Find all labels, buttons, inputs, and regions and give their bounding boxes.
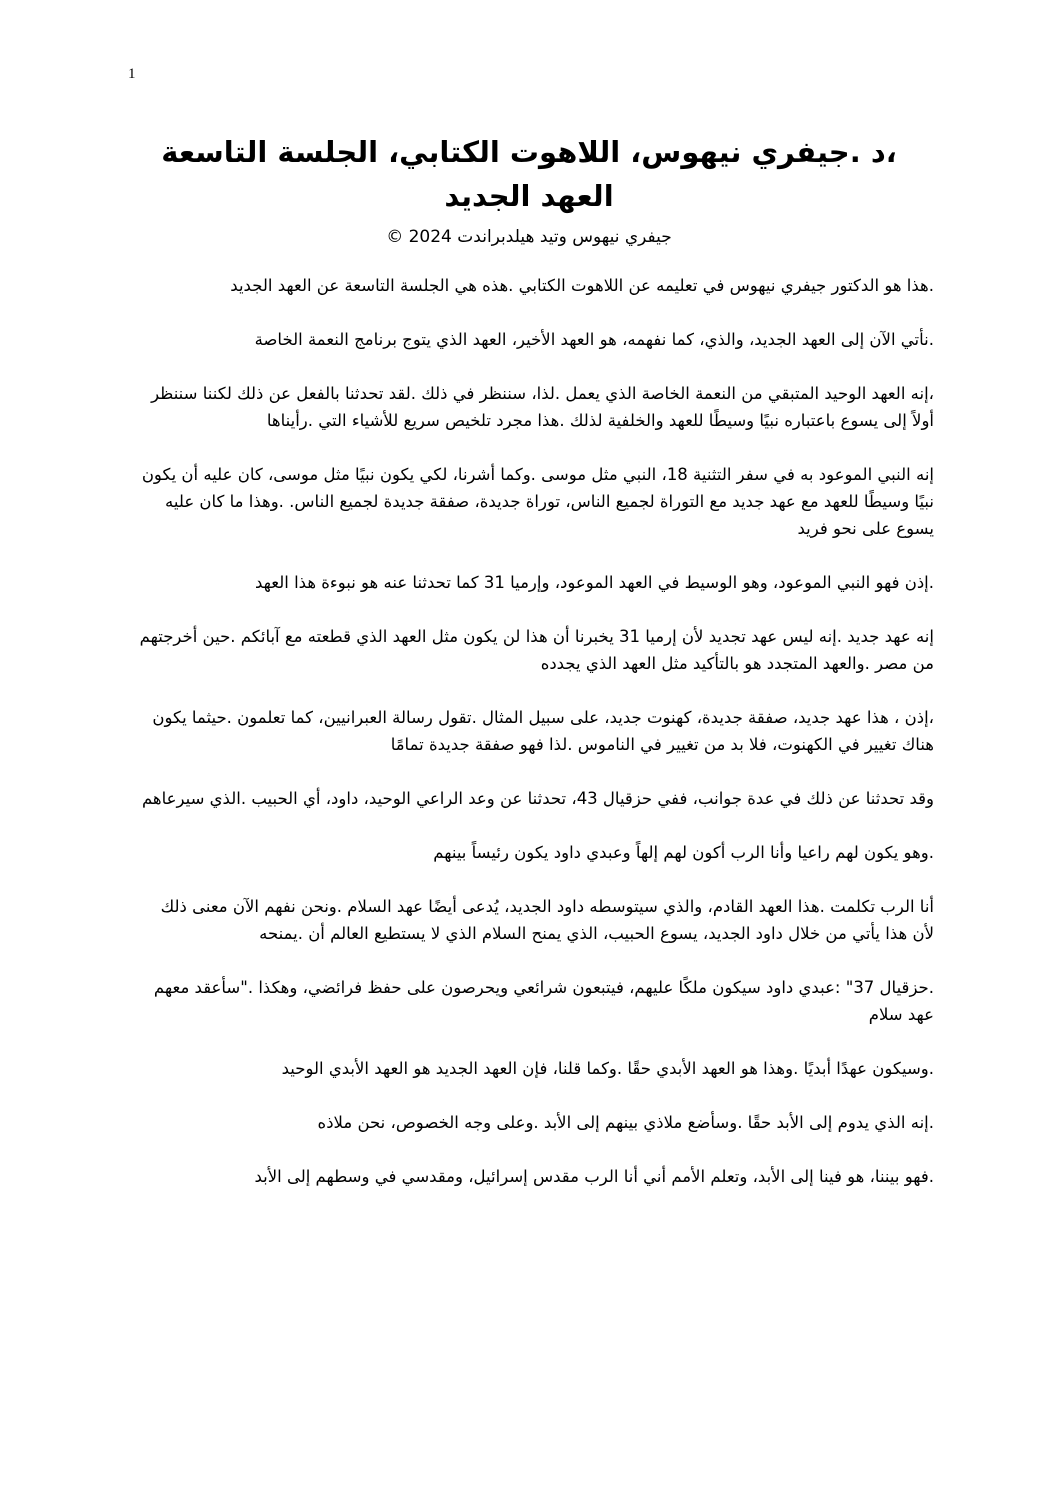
paragraph-8: وقد تحدثنا عن ذلك في عدة جوانب، ففي حزقيال 43، تحدثنا عن وعد الراعي الوحيد، داود، أي الحبيب .الذي سيرعاهم bbox=[141, 789, 934, 808]
copyright-line: جيفري نيهوس وتيد هيلدبراندت 2024 © bbox=[386, 227, 672, 247]
paragraph-14: .فهو بيننا، هو فينا إلى الأبد، وتعلم الأمم أني أنا الرب مقدس إسرائيل، ومقدسي في وسطهم إلى الأبد bbox=[254, 1167, 934, 1186]
document-header bbox=[120, 130, 938, 250]
paragraph-12: .وسيكون عهدًا أبديًا .وهذا هو العهد الأبدي حقًا .وكما قلنا، فإن العهد الجديد هو العهد الأبدي الوحيد bbox=[281, 1059, 934, 1078]
page-number: 1 bbox=[128, 66, 136, 82]
document-title-line-1: ،د .جيفري نيهوس، اللاهوت الكتابي، الجلسة التاسعة bbox=[161, 135, 897, 169]
paragraph-1: .هذا هو الدكتور جيفري نيهوس في تعليمه عن اللاهوت الكتابي .هذه هي الجلسة التاسعة عن العهد الجديد bbox=[230, 276, 934, 295]
paragraph-9: .وهو يكون لهم راعيا وأنا الرب أكون لهم إلهاً وعبدي داود يكون رئيساً بينهم bbox=[433, 843, 934, 862]
document-title-line-2: العهد الجديد bbox=[444, 179, 614, 213]
paragraph-2: .نأتي الآن إلى العهد الجديد، والذي، كما نفهمه، هو العهد الأخير، العهد الذي يتوج برنامج النعمة الخاصة bbox=[254, 330, 934, 349]
paragraph-4: إنه النبي الموعود به في سفر التثنية 18، النبي مثل موسى .وكما أشرنا، لكي يكون نبيًا مثل موسى، كان عليه أن يكون نبيًا وسيطًا للعهد مع عهد جديد مع التوراة لجميع الناس، توراة جديدة، صفقة جديدة لجميع الناس. .وهذا ما كان عليه يسوع على نحو فريد bbox=[141, 465, 934, 538]
paragraph-7: ،إذن ، هذا عهد جديد، صفقة جديدة، كهنوت جديد، على سبيل المثال .تقول رسالة العبرانيين، كما تعلمون .حيثما يكون هناك تغيير في الكهنوت، فلا بد من تغيير في الناموس .لذا فهو صفقة جديدة تمامًا bbox=[152, 708, 934, 754]
document-body bbox=[134, 272, 934, 1217]
paragraph-6: إنه عهد جديد .إنه ليس عهد تجديد لأن إرميا 31 يخبرنا أن هذا لن يكون مثل العهد الذي قطعته مع آبائكم .حين أخرجتهم من مصر .والعهد المتجدد هو بالتأكيد مثل العهد الذي يجدده bbox=[139, 627, 934, 673]
paragraph-11: .حزقيال 37" :عبدي داود سيكون ملكًا عليهم، فيتبعون شرائعي ويحرصون على حفظ فرائضي، وهكذا ."سأعقد معهم عهد سلام bbox=[153, 978, 934, 1024]
paragraph-3: ،إنه العهد الوحيد المتبقي من النعمة الخاصة الذي يعمل .لذا، سننظر في ذلك .لقد تحدثنا بالفعل عن ذلك لكننا سننظر أولاً إلى يسوع باعتباره نبيًا وسيطًا للعهد والخلفية لذلك .هذا مجرد تلخيص سريع للأشياء التي .رأيناها bbox=[151, 384, 934, 430]
paragraph-10: أنا الرب تكلمت .هذا العهد القادم، والذي سيتوسطه داود الجديد، يُدعى أيضًا عهد السلام .ونحن نفهم الآن معنى ذلك لأن هذا يأتي من خلال داود الجديد، يسوع الحبيب، الذي يمنح السلام الذي لا يستطيع العالم أن .يمنحه bbox=[160, 897, 934, 943]
paragraph-13: .إنه الذي يدوم إلى الأبد حقًا .وسأضع ملاذي بينهم إلى الأبد .وعلى وجه الخصوص، نحن ملاذه bbox=[317, 1113, 934, 1132]
paragraph-5: .إذن فهو النبي الموعود، وهو الوسيط في العهد الموعود، وإرميا 31 كما تحدثنا عنه هو نبوءة هذا العهد bbox=[255, 573, 934, 592]
